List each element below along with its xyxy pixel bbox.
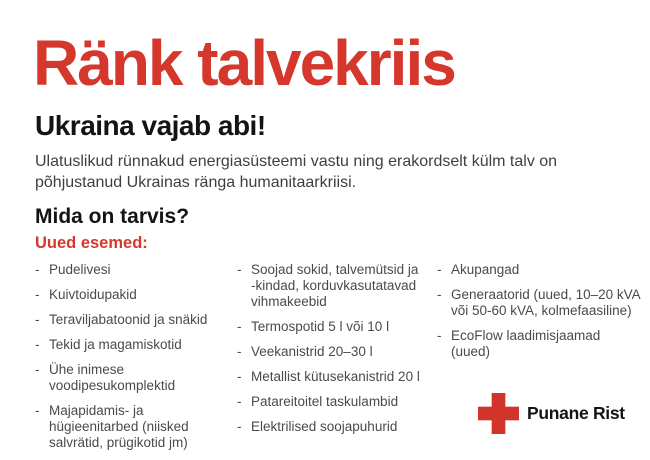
- red-cross-icon: [478, 393, 519, 434]
- list-heading: Uued esemed:: [35, 234, 148, 252]
- list-item-label: Patareitoitel taskulambid: [251, 394, 399, 409]
- list-item: [237, 344, 423, 360]
- dash-bullet: -: [35, 312, 40, 327]
- list-item: [237, 369, 423, 385]
- list-item-label: Metallist kütusekanistrid 20 l: [251, 369, 420, 384]
- list-item-label: Elektrilised soojapuhurid: [251, 419, 398, 434]
- logo-text: Punane Rist: [527, 403, 625, 423]
- dash-bullet: -: [237, 319, 242, 334]
- list-item-label: Veekanistrid 20–30 l: [251, 344, 373, 359]
- list-item: [437, 328, 642, 360]
- dash-bullet: -: [237, 394, 242, 409]
- list-item-label: Ühe inimese voodipesukomplektid: [49, 362, 176, 393]
- list-item: [237, 394, 423, 410]
- dash-bullet: -: [35, 262, 40, 277]
- list-item: [237, 262, 423, 310]
- dash-bullet: -: [437, 328, 442, 343]
- dash-bullet: -: [437, 262, 442, 277]
- list-item-label: Soojad sokid, talvemütsid ja -kindad, korduvkasutatavad vihmakeebid: [251, 262, 419, 309]
- dash-bullet: -: [237, 262, 242, 277]
- list-item-label: Akupangad: [451, 262, 520, 277]
- items-column-2: [237, 262, 423, 444]
- list-item: [35, 287, 233, 303]
- dash-bullet: -: [437, 287, 442, 302]
- list-item-label: Kuivtoidupakid: [49, 287, 137, 302]
- list-item-label: Tekid ja magamiskotid: [49, 337, 182, 352]
- dash-bullet: -: [237, 344, 242, 359]
- list-item: [437, 262, 642, 278]
- list-item-label: Pudelivesi: [49, 262, 111, 277]
- list-item-label: Termospotid 5 l või 10 l: [251, 319, 390, 334]
- red-cross-logo: [478, 393, 625, 434]
- list-item: [35, 312, 233, 328]
- list-item: [437, 287, 642, 319]
- list-item: [237, 419, 423, 435]
- dash-bullet: -: [35, 403, 40, 418]
- list-item: [237, 319, 423, 335]
- section-heading: Mida on tarvis?: [35, 205, 190, 228]
- dash-bullet: -: [35, 337, 40, 352]
- dash-bullet: -: [35, 362, 40, 377]
- items-column-3: [437, 262, 642, 369]
- list-item-label: Generaatorid (uued, 10–20 kVA või 50-60 kVA, kolmefaasiline): [451, 287, 640, 318]
- list-item: [35, 337, 233, 353]
- poster-title: Ränk talvekriis: [33, 27, 455, 99]
- dash-bullet: -: [35, 287, 40, 302]
- dash-bullet: -: [237, 369, 242, 384]
- list-item: [35, 362, 233, 394]
- intro-paragraph: Ulatuslikud rünnakud energiasüsteemi vastu ning erakordselt külm talv on põhjustanud Ukrainas ränga humanitaarkriisi.: [35, 153, 558, 191]
- poster-subtitle: Ukraina vajab abi!: [35, 110, 266, 141]
- list-item: [35, 403, 233, 451]
- items-column-1: [35, 262, 233, 460]
- list-item-label: EcoFlow laadimisjaamad (uued): [451, 328, 601, 359]
- list-item: [35, 262, 233, 278]
- dash-bullet: -: [237, 419, 242, 434]
- list-item-label: Teraviljabatoonid ja snäkid: [49, 312, 208, 327]
- list-item-label: Majapidamis- ja hügieenitarbed (niisked salvrätid, prügikotid jm): [49, 403, 189, 450]
